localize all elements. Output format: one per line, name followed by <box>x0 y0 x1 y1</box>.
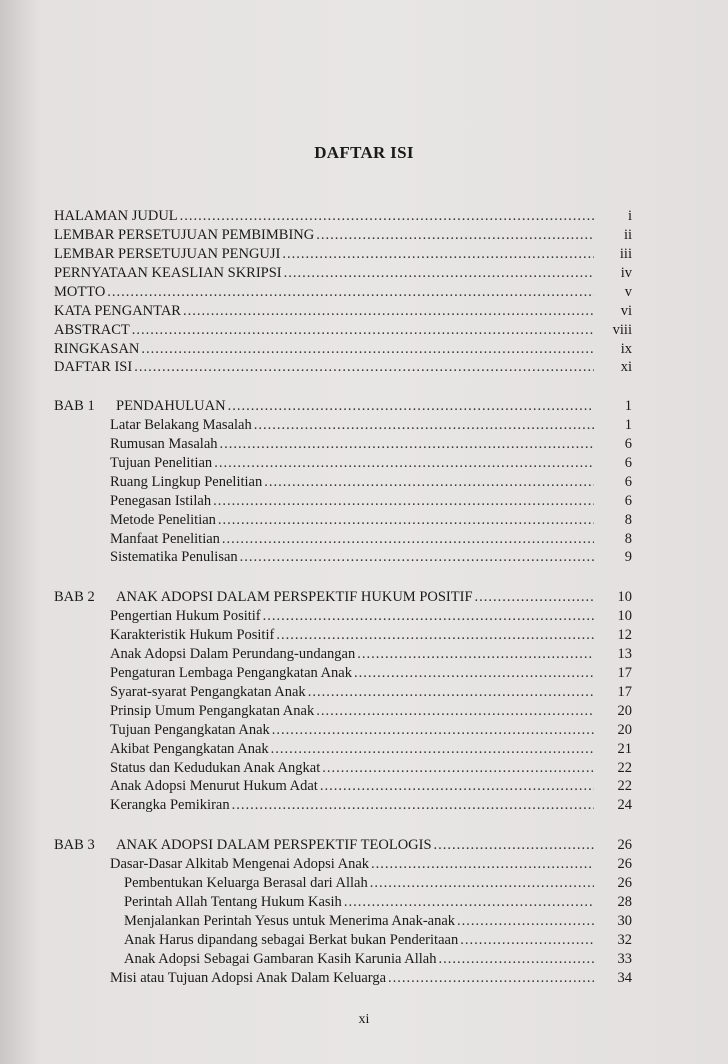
toc-page: vi <box>620 303 632 319</box>
toc-entry <box>54 226 632 244</box>
toc-entry <box>110 683 632 701</box>
chapter-heading <box>54 836 632 854</box>
toc-label: LEMBAR PERSETUJUAN PEMBIMBING <box>54 227 315 243</box>
toc-entry <box>110 777 632 795</box>
toc-label: Anak Adopsi Dalam Perundang-undangan <box>110 646 356 662</box>
toc-page: 13 <box>617 646 632 662</box>
chapter-number: BAB 1 <box>54 398 95 414</box>
toc-label: Kerangka Pemikiran <box>110 797 230 813</box>
toc-page: 26 <box>617 875 632 891</box>
toc-page: iv <box>620 265 632 281</box>
toc-entry <box>110 721 632 739</box>
toc-page: 20 <box>617 722 632 738</box>
toc-page: 10 <box>617 608 632 624</box>
chapter-title: ANAK ADOPSI DALAM PERSPEKTIF HUKUM POSITIF <box>116 589 473 605</box>
toc-page: 1 <box>624 417 632 433</box>
toc-label: LEMBAR PERSETUJUAN PENGUJI <box>54 246 281 262</box>
toc-entry <box>110 548 632 566</box>
toc-page: 22 <box>617 778 632 794</box>
toc-label: RINGKASAN <box>54 341 140 357</box>
toc-label: Tujuan Penelitian <box>110 455 213 471</box>
toc-label: Tujuan Pengangkatan Anak <box>110 722 270 738</box>
toc-page: 8 <box>624 531 632 547</box>
toc-entry <box>110 664 632 682</box>
toc-label: Syarat-syarat Pengangkatan Anak <box>110 684 306 700</box>
toc-page: 8 <box>624 512 632 528</box>
chapter-number: BAB 3 <box>54 837 95 853</box>
toc-entry <box>110 530 632 548</box>
toc-page: 17 <box>617 684 632 700</box>
toc-entry <box>110 626 632 644</box>
toc-page: 32 <box>617 932 632 948</box>
toc-page: 28 <box>617 894 632 910</box>
toc-page: v <box>624 284 632 300</box>
toc-entry <box>54 283 632 301</box>
toc-label: DAFTAR ISI <box>54 359 133 375</box>
toc-page: 6 <box>624 455 632 471</box>
toc-entry <box>54 358 632 376</box>
toc-entry <box>110 645 632 663</box>
toc-page: 34 <box>617 970 632 986</box>
toc-page: 10 <box>617 589 632 605</box>
toc-entry <box>110 473 632 491</box>
toc-page: viii <box>612 322 632 338</box>
toc-page: i <box>627 208 632 224</box>
toc-page: 17 <box>617 665 632 681</box>
toc-label: Metode Penelitian <box>110 512 216 528</box>
chapter-heading <box>54 588 632 606</box>
toc-entry <box>54 245 632 263</box>
toc-page: 6 <box>624 493 632 509</box>
chapter-number: BAB 2 <box>54 589 95 605</box>
toc-label: MOTTO <box>54 284 106 300</box>
toc-subentry <box>124 931 632 949</box>
toc-label: Status dan Kedudukan Anak Angkat <box>110 760 321 776</box>
toc-label: Manfaat Penelitian <box>110 531 220 547</box>
toc-entry <box>54 302 632 320</box>
toc-label: Perintah Allah Tentang Hukum Kasih <box>124 894 342 910</box>
toc-entry <box>54 321 632 339</box>
toc-page: 1 <box>624 398 632 414</box>
chapter-heading <box>54 397 632 415</box>
toc-label: KATA PENGANTAR <box>54 303 181 319</box>
toc-entry <box>110 435 632 453</box>
toc-entry <box>110 855 632 873</box>
toc-entry <box>110 607 632 625</box>
toc-page: 33 <box>617 951 632 967</box>
toc-label: Anak Adopsi Menurut Hukum Adat <box>110 778 318 794</box>
toc-label: Anak Harus dipandang sebagai Berkat bukan Penderitaan <box>124 932 459 948</box>
toc-label: Pengaturan Lembaga Pengangkatan Anak <box>110 665 352 681</box>
toc-entry <box>54 264 632 282</box>
toc-entry <box>110 740 632 758</box>
toc-label: Akibat Pengangkatan Anak <box>110 741 269 757</box>
toc-page: 12 <box>617 627 632 643</box>
toc-page: 24 <box>617 797 632 813</box>
toc-page: ix <box>620 341 632 357</box>
toc-entry <box>110 969 632 987</box>
page-number-footer: xi <box>358 1012 370 1027</box>
toc-label: Karakteristik Hukum Positif <box>110 627 275 643</box>
toc-label: Misi atau Tujuan Adopsi Anak Dalam Keluarga <box>110 970 387 986</box>
toc-page: 26 <box>617 837 632 853</box>
toc-page: 6 <box>624 436 632 452</box>
toc-page: 9 <box>624 549 632 565</box>
toc-label: Dasar-Dasar Alkitab Mengenai Adopsi Anak <box>110 856 370 872</box>
toc-page: 30 <box>617 913 632 929</box>
toc-entry <box>110 416 632 434</box>
toc-entry <box>110 511 632 529</box>
toc-subentry <box>124 950 632 968</box>
toc-entry <box>54 340 632 358</box>
toc-subentry <box>124 912 632 930</box>
toc-label: Rumusan Masalah <box>110 436 218 452</box>
toc-page: 6 <box>624 474 632 490</box>
toc-page: xi <box>620 359 632 375</box>
toc-entry <box>110 796 632 814</box>
toc-label: ABSTRACT <box>54 322 130 338</box>
chapter-title: ANAK ADOPSI DALAM PERSPEKTIF TEOLOGIS <box>116 837 432 853</box>
toc-label: Sistematika Penulisan <box>110 549 238 565</box>
page-title: DAFTAR ISI <box>314 143 414 162</box>
toc-page: ii <box>623 227 632 243</box>
toc-label: Anak Adopsi Sebagai Gambaran Kasih Karunia Allah <box>124 951 437 967</box>
toc-page: 20 <box>617 703 632 719</box>
toc-entry <box>110 454 632 472</box>
toc-entry <box>54 207 632 225</box>
toc-entry <box>110 702 632 720</box>
toc-label: Ruang Lingkup Penelitian <box>110 474 263 490</box>
toc-page: 21 <box>617 741 632 757</box>
toc-subentry <box>124 874 632 892</box>
toc-label: Menjalankan Perintah Yesus untuk Menerima Anak-anak <box>124 913 456 929</box>
toc-page: 22 <box>617 760 632 776</box>
toc-label: Pengertian Hukum Positif <box>110 608 261 624</box>
toc-entry <box>110 759 632 777</box>
toc-subentry <box>124 893 632 911</box>
toc-label: Penegasan Istilah <box>110 493 212 509</box>
toc-page: 26 <box>617 856 632 872</box>
toc-label: HALAMAN JUDUL <box>54 208 178 224</box>
toc-label: Latar Belakang Masalah <box>110 417 252 433</box>
toc-entry <box>110 492 632 510</box>
toc-page: iii <box>619 246 632 262</box>
toc-label: Pembentukan Keluarga Berasal dari Allah <box>124 875 368 891</box>
toc-label: PERNYATAAN KEASLIAN SKRIPSI <box>54 265 282 281</box>
chapter-title: PENDAHULUAN <box>116 398 226 414</box>
toc-label: Prinsip Umum Pengangkatan Anak <box>110 703 315 719</box>
